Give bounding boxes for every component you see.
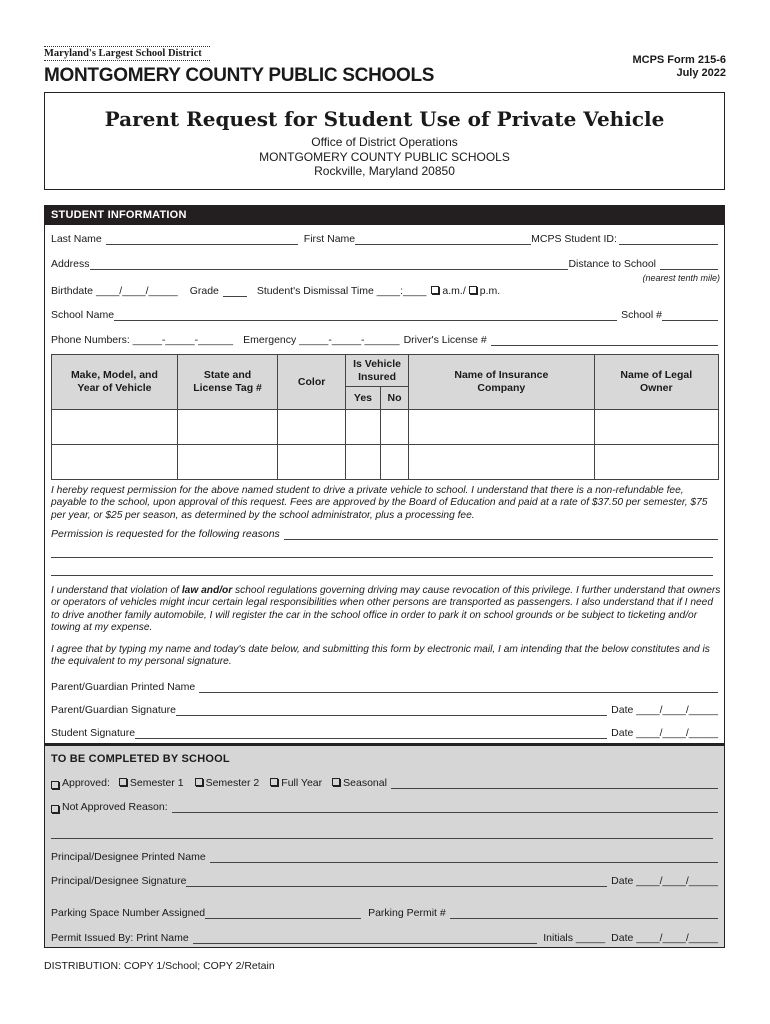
seasonal-label: Seasonal (343, 777, 387, 789)
violation-paragraph (51, 585, 721, 635)
vehicle-owner-cell[interactable] (594, 410, 718, 445)
parent-date-field[interactable]: Date ____/____/_____ (611, 704, 718, 716)
vehicle-row (52, 410, 719, 445)
principal-signature-row (51, 875, 718, 887)
vehicle-tag-cell[interactable] (177, 445, 278, 480)
student-id-label: MCPS Student ID: (531, 233, 617, 245)
student-signature-row (51, 727, 718, 739)
col-company-header: Name of Insurance Company (409, 355, 594, 410)
address-field[interactable] (90, 259, 569, 270)
grade-label: Grade (189, 285, 219, 297)
birthdate-field[interactable]: Birthdate ____/____/_____ (51, 285, 178, 297)
am-option[interactable] (431, 285, 465, 297)
full-year-checkbox[interactable] (270, 778, 278, 786)
student-signature-field[interactable] (135, 728, 607, 739)
distance-field[interactable] (660, 259, 718, 270)
dismissal-time-field[interactable]: Student's Dismissal Time ____:____ (256, 285, 427, 297)
address-label: Address (51, 258, 90, 270)
semester2-checkbox[interactable] (195, 778, 203, 786)
license-label: Driver's License # (403, 334, 487, 346)
distance-label: Distance to School (568, 258, 656, 270)
vehicle-row (52, 445, 719, 480)
pm-checkbox[interactable] (469, 286, 477, 294)
seasonal-checkbox[interactable] (332, 778, 340, 786)
parking-permit-label: Parking Permit # (368, 907, 446, 919)
student-date-field[interactable]: Date ____/____/_____ (611, 727, 718, 739)
not-approved-label: Not Approved Reason: (62, 801, 168, 813)
violation-text-2: school regulations governing driving may cause revocation of this privilege. I further understand that owners or operators of vehicles might incur certain legal responsibilities when other persons are transported as passengers. I also understand that if I need to drive another family automobile, I will register the car in the school office in order to park it on school grounds or be subject to ticketing and/or towing at my expense. (51, 585, 721, 634)
am-label: a.m./ (442, 285, 466, 297)
parking-space-field[interactable] (205, 908, 361, 919)
phone-field[interactable]: Phone Numbers: _____-_____-______ (51, 334, 234, 346)
parking-space-label: Parking Space Number Assigned (51, 907, 206, 919)
semester1-label: Semester 1 (129, 777, 184, 789)
pm-label: p.m. (479, 285, 501, 297)
reasons-line-2[interactable] (51, 547, 713, 558)
school-name-label: School Name (51, 309, 115, 321)
form-date: July 2022 (676, 67, 726, 79)
first-name-field[interactable] (355, 234, 531, 245)
grade-field[interactable] (223, 286, 247, 297)
approval-row (51, 777, 718, 789)
full-year-label: Full Year (281, 777, 323, 789)
printed-name-row (51, 681, 718, 693)
parking-row (51, 907, 718, 919)
vehicle-yes-cell[interactable] (345, 410, 380, 445)
principal-signature-field[interactable] (186, 876, 607, 887)
principal-name-field[interactable] (210, 852, 718, 863)
parent-signature-label: Parent/Guardian Signature (51, 704, 176, 716)
col-color-header: Color (278, 355, 346, 410)
violation-emphasis: law and/or (181, 585, 233, 596)
violation-text-1: I understand that violation of (51, 585, 182, 596)
school-number-label: School # (621, 309, 662, 321)
approved-label: Approved: (62, 777, 110, 789)
student-id-field[interactable] (619, 234, 718, 245)
col-make-header: Make, Model, and Year of Vehicle (52, 355, 178, 410)
printed-name-field[interactable] (199, 682, 718, 693)
office-info (45, 135, 724, 179)
col-yes-header: Yes (345, 387, 380, 410)
district-name: MONTGOMERY COUNTY PUBLIC SCHOOLS (44, 65, 435, 86)
approved-checkbox[interactable] (51, 781, 59, 789)
vehicle-tag-cell[interactable] (177, 410, 278, 445)
reasons-field[interactable] (284, 529, 718, 540)
title-box (44, 92, 725, 190)
initials-field[interactable]: Initials _____ (543, 932, 606, 944)
office-org: MONTGOMERY COUNTY PUBLIC SCHOOLS (259, 149, 510, 164)
last-name-label: Last Name (51, 233, 102, 245)
vehicle-make-cell[interactable] (52, 410, 178, 445)
semester1-checkbox[interactable] (119, 778, 127, 786)
principal-name-row (51, 851, 718, 863)
parking-permit-field[interactable] (450, 908, 718, 919)
vehicle-company-cell[interactable] (409, 445, 594, 480)
last-name-field[interactable] (106, 234, 298, 245)
vehicle-no-cell[interactable] (380, 445, 408, 480)
agreement-paragraph: I agree that by typing my name and today's date below, and submitting this form by electronic mail, I am intending that the below constitutes and is the equivalent to my personal signature. (51, 644, 710, 668)
form-number-block (632, 54, 726, 80)
school-name-field[interactable] (114, 310, 617, 321)
permit-issued-field[interactable] (193, 933, 538, 944)
emergency-phone-field[interactable]: Emergency _____-_____-______ (243, 334, 400, 346)
parent-signature-field[interactable] (176, 705, 607, 716)
vehicle-color-cell[interactable] (278, 410, 346, 445)
first-name-label: First Name (303, 233, 356, 245)
school-section-heading: TO BE COMPLETED BY SCHOOL (51, 753, 230, 765)
address-row (51, 258, 718, 270)
reasons-line-3[interactable] (51, 565, 713, 576)
vehicle-make-cell[interactable] (52, 445, 178, 480)
not-approved-checkbox[interactable] (51, 805, 59, 813)
student-info-heading: STUDENT INFORMATION (44, 205, 725, 225)
vehicle-color-cell[interactable] (278, 445, 346, 480)
permission-paragraph: I hereby request permission for the above named student to drive a private vehicle to school. I understand that there is a non-refundable fee, payable to the school, upon approval of this request. Fees are approved by the Board of Education and paid at a rate of $37.50 per semester, $75 per year, or $25 per season, as determined by the school administrator, plus a processing fee. (51, 485, 708, 521)
license-field[interactable] (491, 335, 718, 346)
distribution-note: DISTRIBUTION: COPY 1/School; COPY 2/Retain (44, 960, 275, 972)
printed-name-label: Parent/Guardian Printed Name (51, 681, 196, 693)
am-checkbox[interactable] (431, 286, 439, 294)
not-approved-line-2[interactable] (51, 828, 713, 839)
principal-name-label: Principal/Designee Printed Name (51, 851, 206, 863)
pm-option[interactable] (469, 285, 500, 297)
principal-date-field[interactable]: Date ____/____/_____ (611, 875, 718, 887)
reasons-label: Permission is requested for the following reasons (51, 528, 280, 540)
vehicle-table (51, 354, 719, 480)
permit-issued-row (51, 932, 718, 944)
birth-row (51, 285, 718, 297)
seasonal-field[interactable] (391, 778, 718, 789)
vehicle-owner-cell[interactable] (594, 445, 718, 480)
phone-row (51, 334, 718, 346)
office-location: Rockville, Maryland 20850 (314, 164, 455, 178)
semester2-label: Semester 2 (205, 777, 260, 789)
vehicle-no-cell[interactable] (380, 410, 408, 445)
office-name: Office of District Operations (311, 135, 458, 149)
form-title: Parent Request for Student Use of Private Vehicle (104, 107, 665, 131)
district-tagline: Maryland's Largest School District (44, 46, 210, 61)
permit-date-field[interactable]: Date ____/____/_____ (611, 932, 718, 944)
col-insured-header: Is Vehicle Insured (345, 355, 408, 387)
form-number: MCPS Form 215-6 (632, 54, 726, 66)
principal-signature-label: Principal/Designee Signature (51, 875, 187, 887)
parent-signature-row (51, 704, 718, 716)
school-row (51, 309, 718, 321)
student-signature-label: Student Signature (51, 727, 136, 739)
col-no-header: No (380, 387, 408, 410)
name-row (51, 233, 718, 245)
not-approved-row (51, 801, 718, 813)
not-approved-reason-field[interactable] (172, 802, 718, 813)
permit-issued-label: Permit Issued By: Print Name (51, 932, 189, 944)
reasons-row (51, 528, 718, 540)
school-number-field[interactable] (662, 310, 718, 321)
vehicle-table-header (52, 355, 719, 387)
vehicle-yes-cell[interactable] (345, 445, 380, 480)
col-owner-header: Name of Legal Owner (594, 355, 718, 410)
vehicle-company-cell[interactable] (409, 410, 594, 445)
distance-note: (nearest tenth mile) (642, 273, 720, 283)
col-state-header: State and License Tag # (177, 355, 278, 410)
